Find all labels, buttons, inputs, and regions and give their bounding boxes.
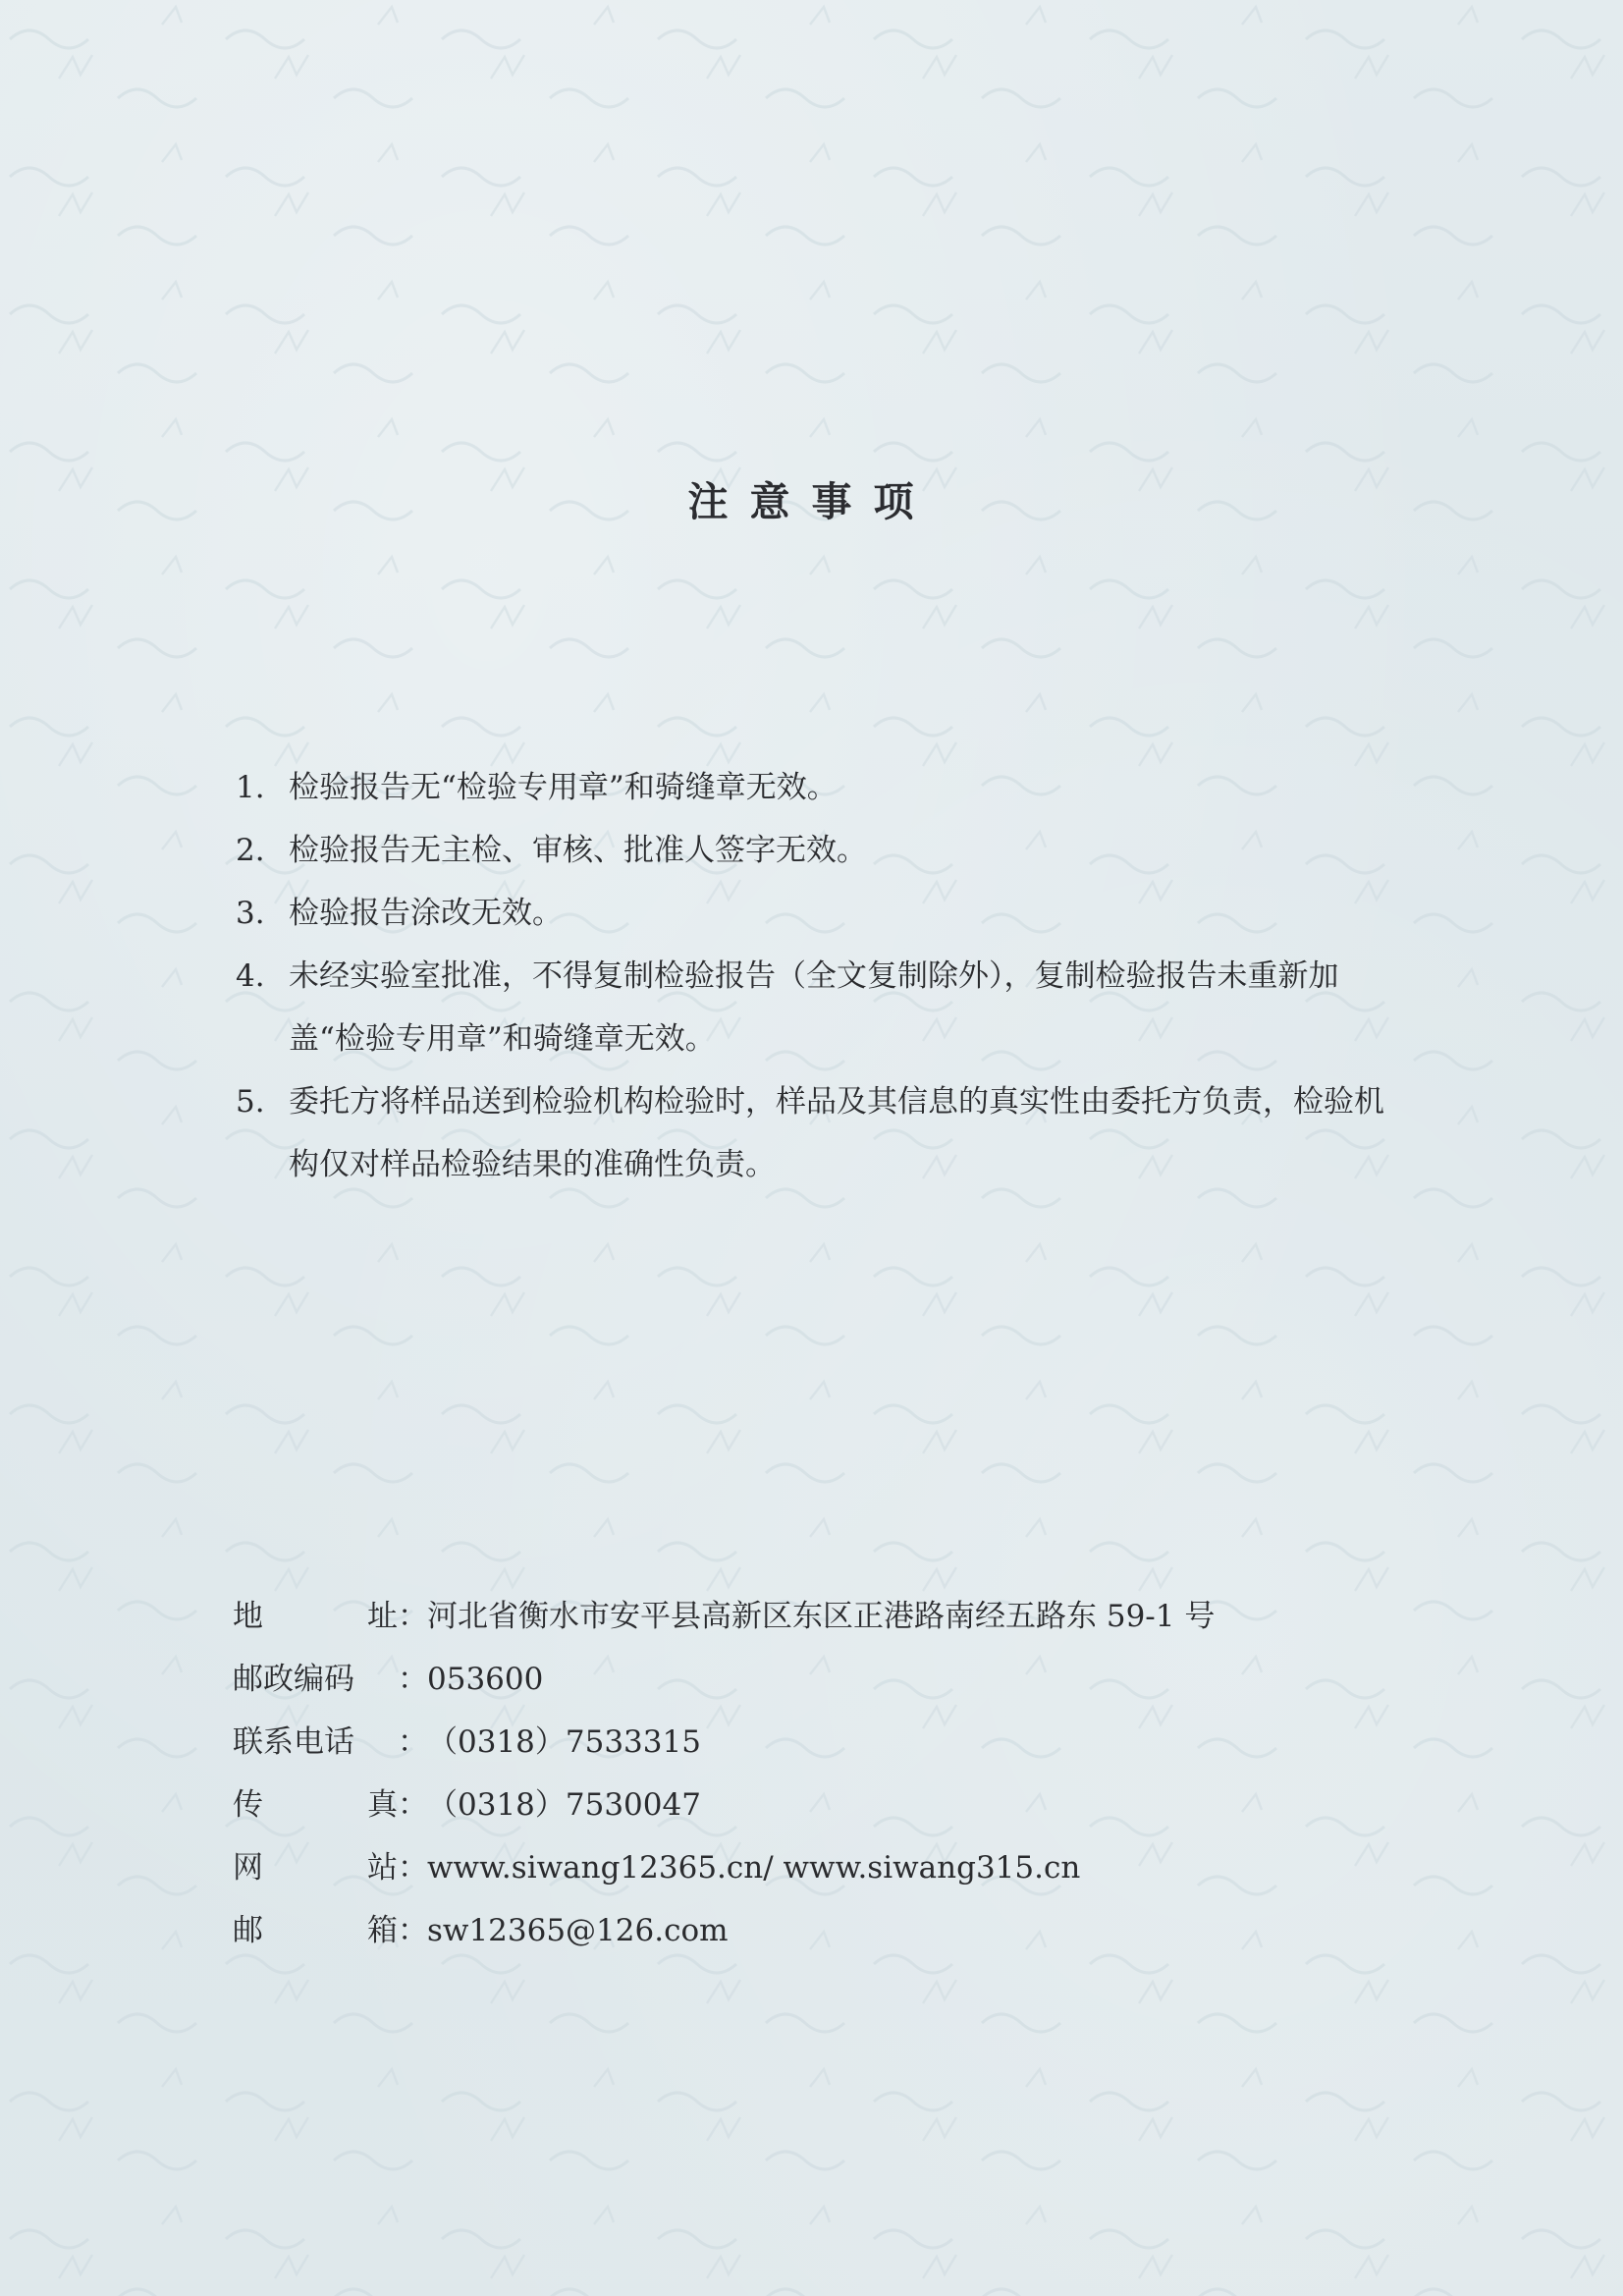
notice-item	[236, 819, 1394, 882]
notice-item	[236, 882, 1394, 945]
contact-info	[233, 1585, 1411, 1962]
website-label: 网 站	[233, 1850, 398, 1886]
notice-number: 3.	[236, 896, 265, 931]
fax-label: 传 真	[233, 1787, 398, 1823]
postcode-value: 053600	[427, 1662, 544, 1697]
notice-item	[236, 1070, 1394, 1196]
phone-row	[233, 1711, 1411, 1774]
colon: ：	[398, 1787, 428, 1823]
notice-text: 未经实验室批准，不得复制检验报告（全文复制除外），复制检验报告未重新加盖“检验专用章”和骑缝章无效。	[289, 958, 1339, 1057]
notice-list	[236, 756, 1394, 1196]
fax-row	[233, 1774, 1411, 1836]
website-row	[233, 1836, 1411, 1899]
website-value[interactable]: www.siwang12365.cn/ www.siwang315.cn	[427, 1850, 1081, 1886]
colon: ：	[398, 1599, 428, 1634]
notice-text: 检验报告无“检验专用章”和骑缝章无效。	[289, 770, 838, 805]
colon: ：	[398, 1913, 428, 1948]
notice-number: 2.	[236, 833, 265, 868]
colon: ：	[398, 1724, 428, 1760]
postcode-label: 邮政编码	[233, 1662, 354, 1697]
notice-number: 4.	[236, 958, 265, 994]
address-value: 河北省衡水市安平县高新区东区正港路南经五路东 59-1 号	[427, 1599, 1216, 1634]
fax-value: （0318）7530047	[427, 1787, 701, 1823]
notice-number: 1.	[236, 770, 265, 805]
email-label: 邮 箱	[233, 1913, 398, 1948]
phone-value: （0318）7533315	[427, 1724, 701, 1760]
phone-label: 联系电话	[233, 1724, 354, 1760]
notice-text: 检验报告无主检、审核、批准人签字无效。	[289, 833, 867, 868]
postcode-row	[233, 1648, 1411, 1711]
notice-text: 委托方将样品送到检验机构检验时，样品及其信息的真实性由委托方负责，检验机构仅对样品检验结果的准确性负责。	[289, 1084, 1384, 1182]
page-title: 注意事项	[687, 478, 936, 525]
notice-item	[236, 756, 1394, 819]
notice-item	[236, 945, 1394, 1070]
address-label: 地 址	[233, 1599, 398, 1634]
email-value[interactable]: sw12365@126.com	[427, 1913, 729, 1948]
email-row	[233, 1899, 1411, 1962]
colon: ：	[398, 1662, 428, 1697]
notice-number: 5.	[236, 1084, 265, 1120]
address-row	[233, 1585, 1411, 1648]
colon: ：	[398, 1850, 428, 1886]
notice-text: 检验报告涂改无效。	[289, 896, 563, 931]
